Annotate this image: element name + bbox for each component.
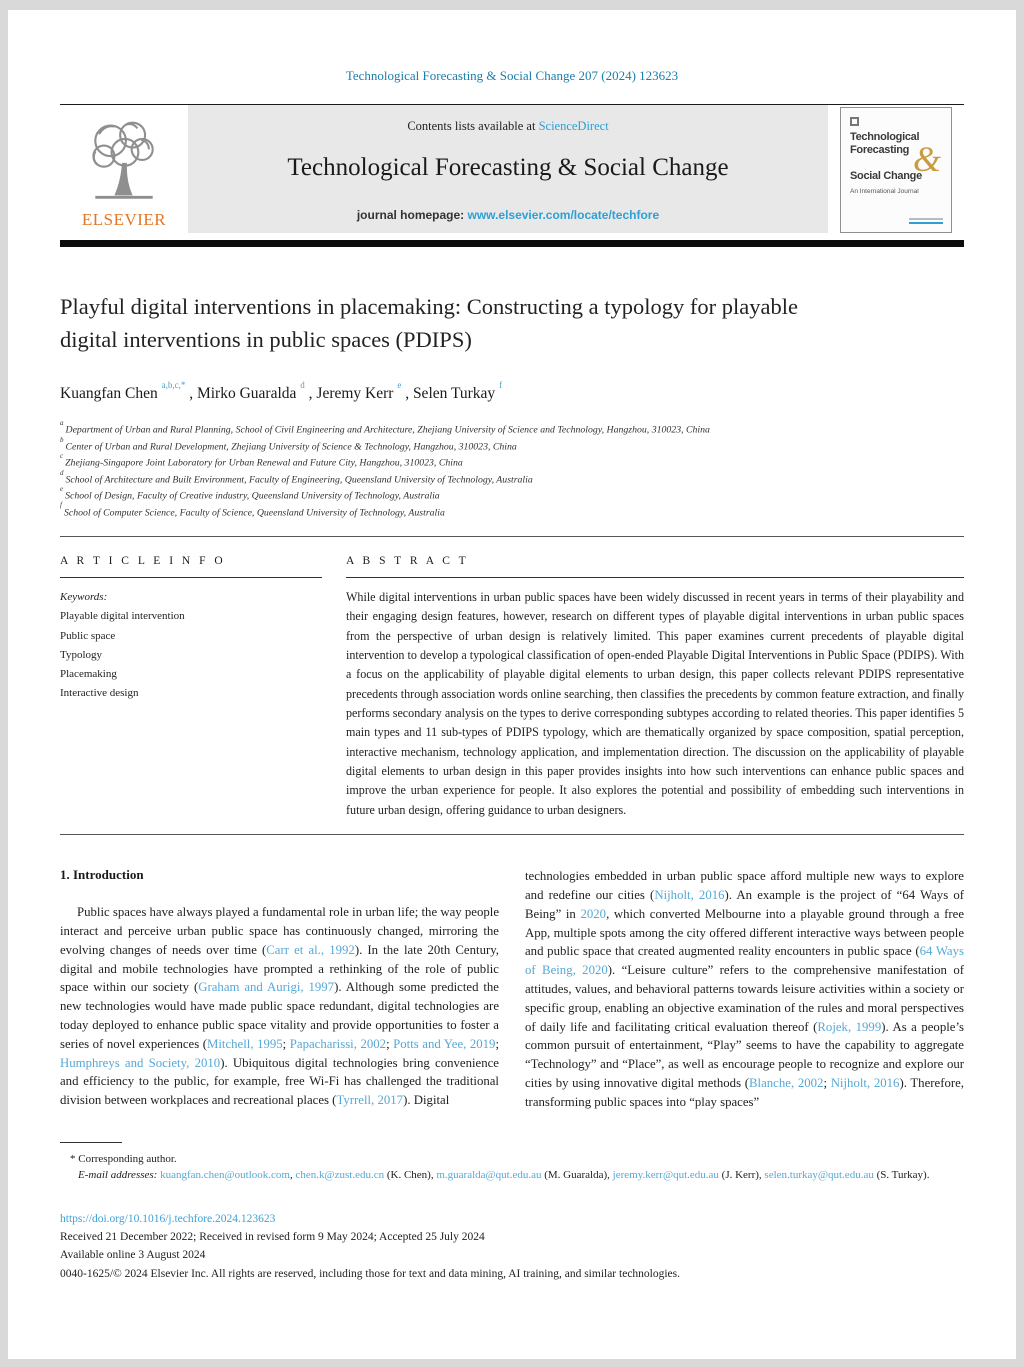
citation-link[interactable]: Nijholt, 2016 — [830, 1075, 900, 1090]
homepage-label: journal homepage: — [356, 208, 468, 222]
journal-citation-link[interactable]: Technological Forecasting & Social Change 207 (2024) 123623 — [345, 68, 679, 83]
citation-link[interactable]: d — [300, 380, 305, 391]
contents-prefix: Contents lists available at — [407, 119, 539, 133]
citation-link[interactable]: 2020 — [580, 906, 607, 921]
citation-link[interactable]: Mitchell, 1995 — [206, 1036, 283, 1051]
cover-subtitle: An International Journal — [850, 187, 919, 195]
article-footer — [60, 1210, 964, 1284]
keyword-item: Interactive design — [60, 687, 139, 700]
article-title: Playful digital interventions in placemaking: Constructing a typology for playable digital interventions in public spaces (PDIPS) — [60, 294, 798, 352]
journal-header — [60, 104, 964, 233]
citation-link[interactable]: Blanche, 2002 — [749, 1075, 824, 1090]
paper-page — [8, 10, 1016, 1359]
introduction-heading: 1. Introduction — [60, 867, 144, 883]
citation-link[interactable]: m.guaralda@qut.edu.au — [436, 1169, 542, 1182]
cover-ampersand: & — [912, 139, 941, 179]
journal-cover-thumbnail[interactable] — [840, 107, 952, 233]
citation-link[interactable]: Nijholt, 2016 — [654, 887, 725, 902]
homepage-line — [188, 208, 828, 222]
sciencedirect-link[interactable]: ScienceDirect — [538, 119, 609, 133]
contents-list-line — [188, 119, 828, 134]
elsevier-tree-icon — [78, 115, 170, 208]
article-info-column — [60, 555, 322, 820]
citation-link[interactable]: e — [397, 380, 402, 391]
affiliations — [60, 421, 964, 520]
journal-cover-cell — [840, 105, 964, 233]
citation-link[interactable]: a,b,c,* — [161, 380, 186, 391]
keyword-item: Placemaking — [60, 668, 117, 681]
intro-paragraph-left: Public spaces have always played a fundamental role in urban life; the way people interact and perceive urban public space has continuously changed, mirroring the evolving changes of needs over time (Carr et al., 1992). In the late 20th Century, digital and mobile technologies have prompted a rethinking of the role of public space within our society (Graham and Aurigi, 1997). Although some predicted the new technologies would have made public space redundant, digital technologies are today deployed to enhance public space vitality and provide opportunities to foster a series of novel experiences (Mitchell, 1995; Papacharissi, 2002; Potts and Yee, 2019; Humphreys and Society, 2010). Ubiquitous digital technologies bring convenience and efficiency to the public, for example, free Wi-Fi has challenged the traditional division between workplaces and recreational places (Tyrrell, 2017). Digital — [60, 905, 500, 1108]
affiliation-e: $^e$School of Design, Faculty of Creative industry, Queensland University of Technology, Australia — [60, 485, 440, 502]
abstract-rule — [346, 577, 964, 578]
affiliation-d: $^d$School of Architecture and Built Environment, Faculty of Engineering, Queensland University of Technology, Australia — [60, 468, 533, 485]
citation-link[interactable]: 64 Ways of Being, 2020 — [525, 944, 964, 978]
body-right-column — [525, 867, 964, 1111]
citation-link[interactable]: Humphreys and Society, 2010 — [60, 1055, 221, 1070]
copyright-line: 0040-1625/© 2024 Elsevier Inc. All rights are reserved, including those for text and data mining, AI training, and similar technologies. — [60, 1267, 681, 1280]
keyword-item: Public space — [60, 629, 116, 642]
elsevier-wordmark: ELSEVIER — [81, 210, 167, 229]
cover-footer-lines — [909, 216, 943, 224]
corresponding-author-note: * Corresponding author. — [70, 1152, 177, 1165]
article-info-heading: A R T I C L E I N F O — [60, 555, 226, 568]
doi-link[interactable]: https://doi.org/10.1016/j.techfore.2024.123623 — [60, 1212, 276, 1225]
abstract-column — [346, 555, 964, 820]
intro-paragraph-right: technologies embedded in urban public space afford multiple new ways to explore and redefine our cities (Nijholt, 2016). An example is the project of “64 Ways of Being” in 2020, which converted Melbourne into a playable ground through a free App, multiple spots among the city offered different interactive ways between people and public space that created augmented reality encounters in public space (64 Ways of Being, 2020). “Leisure culture” refers to the comprehensive manifestation of attitudes, values, and behavioral patterns towards leisure activities within a society or specific group, enabling an objective examination of the rules and moral perspectives of daily life and facilitating critical evaluation thereof (Rojek, 1999). As a people’s common pursuit of entertainment, “Play” seems to have the capability to aggregate “Technology” and “Place”, as well as encourage people to recognize and explore our cities by using innovative digital methods (Blanche, 2002; Nijholt, 2016). Therefore, transforming public spaces into “play spaces” — [525, 869, 964, 1109]
keywords-label: Keywords: — [60, 591, 108, 604]
header-divider-bar — [60, 240, 964, 247]
citation-link[interactable]: Carr et al., 1992 — [266, 942, 355, 957]
footnote-rule — [60, 1142, 122, 1143]
abstract-heading: A B S T R A C T — [346, 555, 469, 568]
homepage-url-link[interactable]: www.elsevier.com/locate/techfore — [467, 208, 660, 222]
keyword-item: Playable digital intervention — [60, 610, 185, 623]
keyword-item: Typology — [60, 648, 103, 661]
email-addresses-line: E-mail addresses: kuangfan.chen@outlook.com, chen.k@zust.edu.cn (K. Chen), m.guaralda@qut.edu.au (M. Guaralda), jeremy.kerr@qut.edu.au (J. Kerr), selen.turkay@qut.edu.au (S. Turkay). — [78, 1169, 930, 1182]
elsevier-logo[interactable] — [60, 105, 188, 233]
cover-title-line1: Technological — [850, 131, 920, 143]
body-left-column — [60, 867, 499, 1111]
citation-link[interactable]: jeremy.kerr@qut.edu.au — [612, 1169, 719, 1182]
citation-link[interactable]: Rojek, 1999 — [817, 1019, 882, 1034]
abstract-text: While digital interventions in urban public spaces have been widely discussed in recent years in terms of their playability and their engaging design features, however, research on different types of playable digital interventions in urban public spaces from the perspective of urban design is relatively limited. This paper examines current precedents of playable digital intervention to develop a typological classification of open-ended Playable Digital Interventions in Public Space (PDIPS). With a focus on the applicability of playable digital elements to urban design, this paper collects relevant PDIPS representative precedents through association words online searching, then classifies the precedents by common feature extraction, and finally performs secondary analysis on the types to derive corresponding subtypes according to related theories. This paper identifies 5 main types and 11 sub-types of PDIPS typology, which are thematically organized by space composition, spatial perception, interactive mechanism, technology application, and implementation direction. The discussion on the applicability of playable digital elements to urban design in this paper provides insights into how such interventions can enhance public spaces and improve the urban experience for people. It also explores the potential and possibility of embedding such interventions in future urban design, offering guidance to urban designers. — [346, 590, 964, 817]
section-bottom-rule — [60, 834, 964, 835]
citation-link[interactable]: Potts and Yee, 2019 — [393, 1036, 496, 1051]
journal-title: Technological Forecasting & Social Change — [287, 154, 729, 181]
citation-link[interactable]: chen.k@zust.edu.cn — [295, 1169, 385, 1182]
available-online: Available online 3 August 2024 — [60, 1249, 206, 1262]
affiliation-b: $^b$Center of Urban and Rural Development, Zhejiang University of Science & Technology, Hangzhou, 310023, China — [60, 435, 517, 453]
author-line: Kuangfan Chen $^{a,b,c,*}$ , Mirko Guaralda $^d$ , Jeremy Kerr $^e$ , Selen Turkay $^f$ — [60, 380, 503, 403]
citation-link[interactable]: selen.turkay@qut.edu.au — [764, 1169, 874, 1182]
journal-banner — [188, 105, 828, 233]
footnote-block — [60, 1151, 964, 1184]
affiliation-a: $^a$Department of Urban and Rural Planning, School of Civil Engineering and Architecture, Zhejiang University of Science and Technology, Hangzhou, 310023, China — [60, 419, 710, 436]
citation-link[interactable]: Graham and Aurigi, 1997 — [198, 980, 335, 995]
article-info-rule — [60, 577, 322, 578]
citation-link[interactable]: Tyrrell, 2017 — [336, 1093, 404, 1108]
affiliation-c: $^c$Zhejiang-Singapore Joint Laboratory for Urban Renewal and Future City, Hangzhou, 310023, China — [60, 452, 463, 469]
citation-link[interactable]: Papacharissi, 2002 — [289, 1036, 387, 1051]
affiliation-f: $^f$School of Computer Science, Faculty of Science, Queensland University of Technology, Australia — [60, 501, 445, 518]
cover-title-line3: Social Change — [850, 170, 922, 183]
cover-publisher-mark-icon — [850, 117, 859, 126]
received-dates: Received 21 December 2022; Received in revised form 9 May 2024; Accepted 25 July 2024 — [60, 1230, 485, 1243]
citation-link[interactable]: f — [499, 380, 503, 391]
cover-title-line2: Forecasting — [850, 143, 910, 156]
citation-link[interactable]: kuangfan.chen@outlook.com — [160, 1169, 290, 1182]
